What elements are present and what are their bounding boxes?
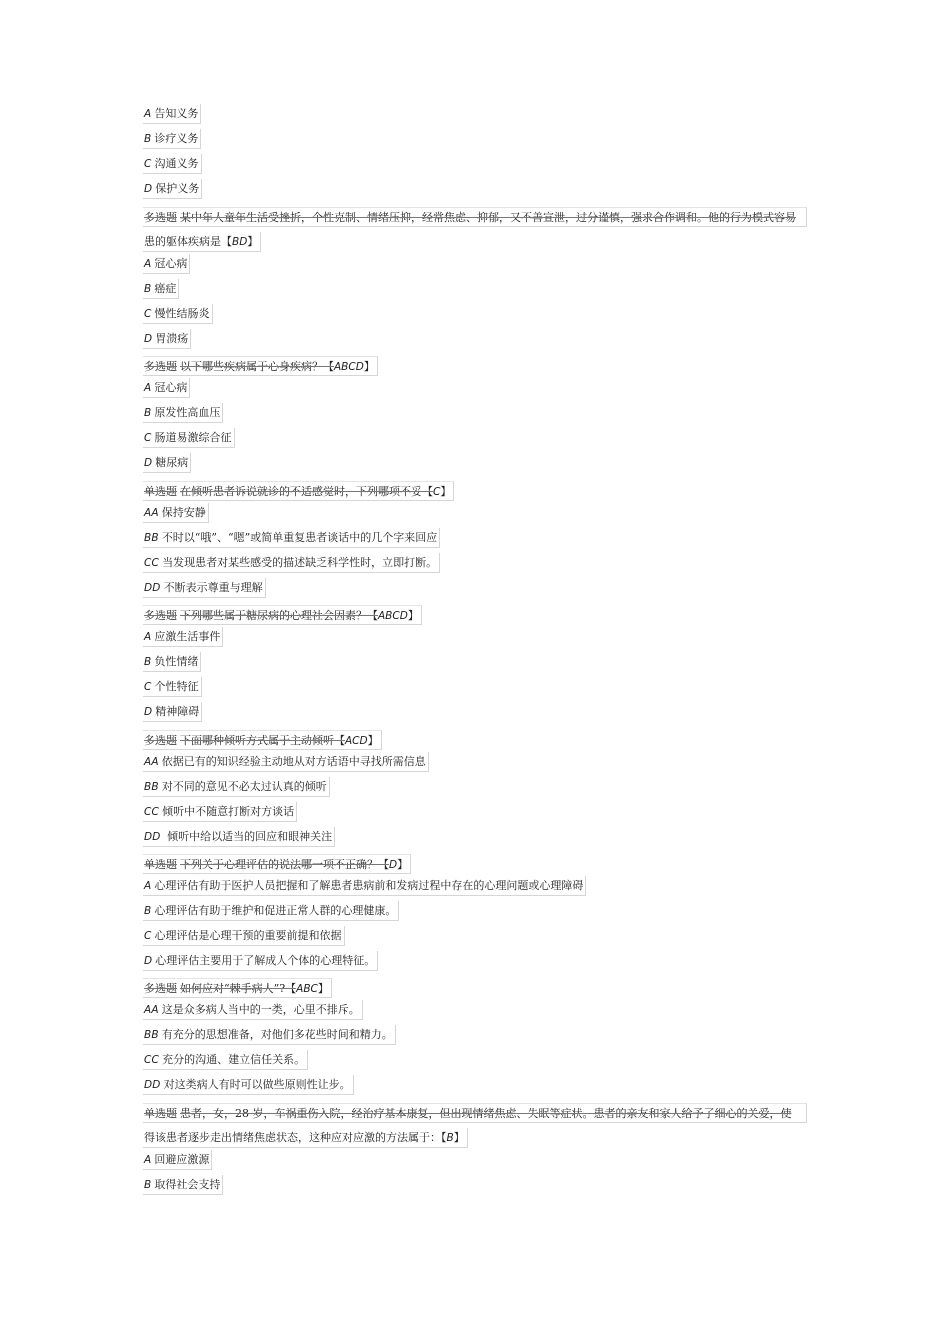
question-type: 单选题 <box>144 1107 177 1120</box>
option-text: 冠心病 <box>154 381 188 394</box>
option-text: 肠道易激综合征 <box>154 431 232 444</box>
question-text: 某中年人童年生活受挫折，个性克制、情绪压抑，经常焦虑、抑郁，又不善宣泄，过分谨慎，强求合作调和。他的行为模式容易 <box>180 211 796 224</box>
question-type: 多选题 <box>144 211 177 224</box>
option-text: 胃溃疡 <box>155 332 189 345</box>
option-label: B <box>144 1179 152 1191</box>
option-label: A <box>144 880 152 892</box>
option-text: 倾听中给以适当的回应和眼神关注 <box>163 830 333 843</box>
option-label: A <box>144 382 152 394</box>
option-label: DD <box>144 831 161 843</box>
answer-key: BD <box>232 236 248 248</box>
option-label: AA <box>144 756 159 768</box>
question-line <box>143 1103 807 1123</box>
option-label: B <box>144 133 152 145</box>
question-type: 多选题 <box>144 609 177 622</box>
option-line <box>143 503 209 523</box>
option-line <box>143 254 190 274</box>
option-label: B <box>144 407 152 419</box>
option-line <box>143 304 213 324</box>
option-label: D <box>144 183 153 195</box>
question-text: 患者，女，28 岁，车祸重伤入院，经治疗基本康复，但出现情绪焦虑、失眠等症状。患者的亲友和家人给予了细心的关爱，使 <box>180 1107 792 1120</box>
option-label: C <box>144 158 152 170</box>
option-label: CC <box>144 1054 160 1066</box>
option-label: D <box>144 955 153 967</box>
answer-bracket: 】 <box>407 609 419 622</box>
option-text: 原发性高血压 <box>154 406 221 419</box>
option-text: 心理评估有助于维护和促进正常人群的心理健康。 <box>154 904 397 917</box>
option-text: 诊疗义务 <box>154 132 199 145</box>
option-line <box>143 627 223 647</box>
option-text: 慢性结肠炎 <box>154 307 210 320</box>
option-text: 冠心病 <box>154 257 188 270</box>
answer-bracket: 】 <box>440 485 452 498</box>
option-text: 有充分的思想准备，对他们多花些时间和精力。 <box>161 1028 393 1041</box>
option-label: AA <box>144 507 159 519</box>
option-line <box>143 279 179 299</box>
answer-bracket: 】 <box>247 235 259 248</box>
option-text: 心理评估主要用于了解成人个体的心理特征。 <box>155 954 376 967</box>
option-label: A <box>144 108 152 120</box>
option-text: 对不同的意见不必太过认真的倾听 <box>161 780 327 793</box>
option-text: 不断表示尊重与理解 <box>163 581 263 594</box>
option-label: B <box>144 905 152 917</box>
answer-key: ACD <box>345 735 368 747</box>
option-line <box>143 702 202 722</box>
option-text: 保持安静 <box>161 506 206 519</box>
question-line <box>143 207 807 227</box>
option-text: 心理评估有助于医护人员把握和了解患者患病前和发病过程中存在的心理问题或心理障碍 <box>154 879 584 892</box>
option-label: BB <box>144 781 159 793</box>
answer-key: D <box>389 859 398 871</box>
option-label: CC <box>144 557 160 569</box>
answer-key: B <box>446 1132 454 1144</box>
option-text: 沟通义务 <box>154 157 199 170</box>
option-text: 充分的沟通、建立信任关系。 <box>162 1053 306 1066</box>
option-text: 糖尿病 <box>155 456 189 469</box>
question-text: 在倾听患者诉说就诊的不适感觉时，下列哪项不妥【 <box>180 485 433 498</box>
option-line <box>143 901 399 921</box>
option-text: 个性特征 <box>154 680 199 693</box>
option-text: 取得社会支持 <box>154 1178 221 1191</box>
option-line <box>143 428 235 448</box>
option-text: 应激生活事件 <box>154 630 221 643</box>
option-label: CC <box>144 806 160 818</box>
question-line <box>143 978 332 998</box>
answer-bracket: 】 <box>363 360 375 373</box>
option-text: 依据已有的知识经验主动地从对方话语中寻找所需信息 <box>161 755 426 768</box>
option-line <box>143 104 201 124</box>
option-text: 保护义务 <box>155 182 200 195</box>
question-line <box>143 730 382 750</box>
question-continuation <box>143 232 261 252</box>
option-line <box>143 827 335 847</box>
question-text: 患的躯体疾病是【 <box>144 235 232 248</box>
option-text: 这是众多病人当中的一类，心里不排斥。 <box>161 1003 360 1016</box>
option-text: 回避应激源 <box>154 1153 210 1166</box>
answer-bracket: 】 <box>397 858 409 871</box>
option-label: B <box>144 283 152 295</box>
question-type: 单选题 <box>144 858 177 871</box>
question-text: 下列哪些属于糖尿病的心理社会因素？【 <box>180 609 378 622</box>
option-line <box>143 951 378 971</box>
option-line <box>143 378 190 398</box>
option-text: 负性情绪 <box>154 655 199 668</box>
option-line <box>143 876 586 896</box>
option-label: BB <box>144 1029 159 1041</box>
option-line <box>143 752 429 772</box>
option-line <box>143 802 297 822</box>
option-label: C <box>144 930 152 942</box>
option-line <box>143 926 345 946</box>
answer-key: ABCD <box>378 610 408 622</box>
option-line <box>143 1175 223 1195</box>
option-label: C <box>144 432 152 444</box>
option-label: D <box>144 457 153 469</box>
option-text: 对这类病人有时可以做些原则性让步。 <box>163 1078 351 1091</box>
option-label: DD <box>144 582 161 594</box>
question-text: 以下哪些疾病属于心身疾病？【 <box>180 360 334 373</box>
question-text: 得该患者逐步走出情绪焦虑状态，这种应对应激的方法属于：【 <box>144 1131 447 1144</box>
option-text: 不时以“哦”、“嗯”或简单重复患者谈话中的几个字来回应 <box>161 531 438 544</box>
option-label: A <box>144 258 152 270</box>
question-continuation <box>143 1128 468 1148</box>
answer-bracket: 】 <box>317 982 329 995</box>
question-text: 下面哪种倾听方式属于主动倾听【 <box>180 734 345 747</box>
question-type: 多选题 <box>144 360 177 373</box>
option-line <box>143 1050 308 1070</box>
option-label: C <box>144 681 152 693</box>
option-text: 倾听中不随意打断对方谈话 <box>162 805 295 818</box>
question-line <box>143 605 422 625</box>
option-line <box>143 652 201 672</box>
option-line <box>143 578 266 598</box>
question-type: 单选题 <box>144 485 177 498</box>
option-label: A <box>144 1154 152 1166</box>
option-label: C <box>144 308 152 320</box>
option-line <box>143 129 201 149</box>
answer-bracket: 】 <box>367 734 379 747</box>
option-text: 癌症 <box>154 282 177 295</box>
option-line <box>143 1150 212 1170</box>
option-line <box>143 553 440 573</box>
option-label: DD <box>144 1079 161 1091</box>
option-line <box>143 453 191 473</box>
answer-bracket: 】 <box>453 1131 465 1144</box>
option-label: BB <box>144 532 159 544</box>
option-line <box>143 154 202 174</box>
answer-key: ABC <box>296 983 318 995</box>
question-type: 多选题 <box>144 734 177 747</box>
answer-key: C <box>433 486 441 498</box>
question-line <box>143 481 454 501</box>
option-text: 当发现患者对某些感受的描述缺乏科学性时，立即打断。 <box>162 556 438 569</box>
option-label: A <box>144 631 152 643</box>
option-label: AA <box>144 1004 159 1016</box>
option-line <box>143 677 202 697</box>
option-label: D <box>144 706 153 718</box>
option-text: 精神障碍 <box>155 705 200 718</box>
option-line <box>143 1000 363 1020</box>
option-line <box>143 777 330 797</box>
option-text: 告知义务 <box>154 107 199 120</box>
option-line <box>143 179 202 199</box>
option-line <box>143 1075 354 1095</box>
answer-key: ABCD <box>334 361 364 373</box>
option-label: B <box>144 656 152 668</box>
question-line <box>143 854 411 874</box>
option-line <box>143 528 440 548</box>
question-text: 下列关于心理评估的说法哪一项不正确？【 <box>180 858 389 871</box>
option-text: 心理评估是心理干预的重要前提和依据 <box>154 929 342 942</box>
option-line <box>143 329 191 349</box>
option-label: D <box>144 333 153 345</box>
question-text: 如何应对“棘手病人”?【 <box>180 982 297 995</box>
question-type: 多选题 <box>144 982 177 995</box>
question-line <box>143 356 378 376</box>
option-line <box>143 1025 396 1045</box>
option-line <box>143 403 223 423</box>
